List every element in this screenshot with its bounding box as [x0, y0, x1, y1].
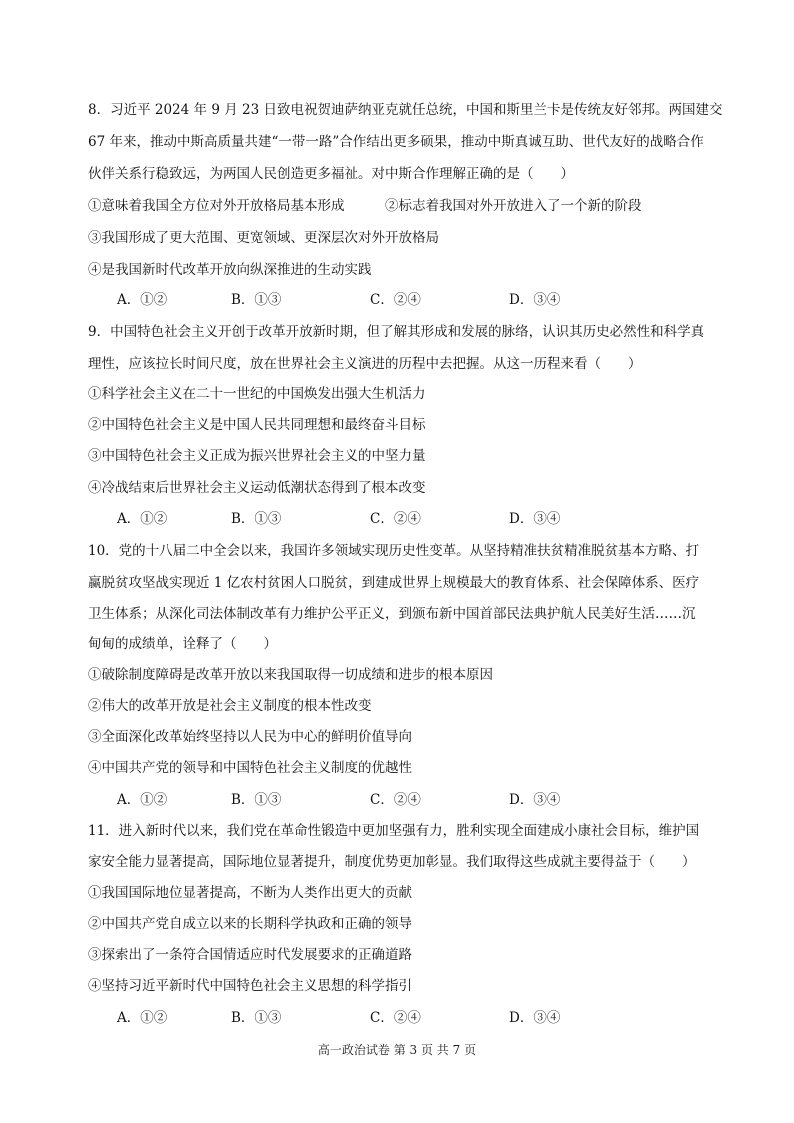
question-stem-line: 8．习近平 2024 年 9 月 23 日致电祝贺迪萨纳亚克就任总统，中国和斯里兰卡是传统友好邻邦。两国建交 — [88, 102, 723, 118]
question-stem-line: 67 年来，推动中斯高质量共建“一带一路”合作结出更多硕果，推动中斯真诚互助、世代友好的战略合作 — [88, 134, 704, 150]
option-c: C．②④ — [370, 792, 421, 808]
question-stem-line: 11．进入新时代以来，我们党在革命性锻造中更加坚强有力，胜利实现全面建成小康社会目标，维护国 — [88, 823, 700, 839]
option-d: D．③④ — [509, 792, 561, 808]
option-a: A．①② — [117, 511, 168, 527]
statement-line: ③我国形成了更大范围、更宽领域、更深层次对外开放格局 — [88, 230, 439, 246]
question-stem-line: 伙伴关系行稳致远，为两国人民创造更多福祉。对中斯合作理解正确的是（ ） — [88, 166, 574, 182]
question-stem-line: 9．中国特色社会主义开创于改革开放新时期，但了解其形成和发展的脉络，认识其历史必然性和科学真 — [88, 324, 705, 340]
question-stem-line: 10．党的十八届二中全会以来，我国许多领域实现历史性变革。从坚持精准扶贫精准脱贫基本方略、打 — [88, 543, 700, 559]
statement-line: ②中国特色社会主义是中国人民共同理想和最终奋斗目标 — [88, 417, 426, 433]
statement-line: ④坚持习近平新时代中国特色社会主义思想的科学指引 — [88, 978, 412, 994]
option-a: A．①② — [117, 1010, 168, 1026]
statement-line: ①破除制度障碍是改革开放以来我国取得一切成绩和进步的根本原因 — [88, 667, 493, 683]
statement-line: ③探索出了一条符合国情适应时代发展要求的正确道路 — [88, 947, 412, 963]
option-d: D．③④ — [509, 292, 561, 308]
question-stem-line: 甸甸的成绩单，诠释了（ ） — [88, 636, 277, 652]
statement-line: ④中国共产党的领导和中国特色社会主义制度的优越性 — [88, 760, 412, 776]
option-b: B．①③ — [231, 511, 282, 527]
statement-line: ①科学社会主义在二十一世纪的中国焕发出强大生机活力 — [88, 386, 426, 402]
option-c: C．②④ — [370, 1010, 421, 1026]
option-b: B．①③ — [231, 1010, 282, 1026]
statement-line: ④冷战结束后世界社会主义运动低潮状态得到了根本改变 — [88, 480, 426, 496]
option-d: D．③④ — [509, 1010, 561, 1026]
statement-line: ④是我国新时代改革开放向纵深推进的生动实践 — [88, 262, 372, 278]
question-stem-line: 赢脱贫攻坚战实现近 1 亿农村贫困人口脱贫，到建成世界上规模最大的教育体系、社会保障体系、医疗 — [88, 575, 700, 591]
option-c: C．②④ — [370, 511, 421, 527]
option-b: B．①③ — [231, 292, 282, 308]
statement-line: ②伟大的改革开放是社会主义制度的根本性改变 — [88, 698, 372, 714]
statement-line: ③中国特色社会主义正成为振兴世界社会主义的中坚力量 — [88, 448, 426, 464]
option-a: A．①② — [117, 792, 168, 808]
statement-line: ③全面深化改革始终坚持以人民为中心的鲜明价值导向 — [88, 729, 412, 745]
option-c: C．②④ — [370, 292, 421, 308]
statement-line: ①意味着我国全方位对外开放格局基本形成 ②标志着我国对外开放进入了一个新的阶段 — [88, 198, 642, 214]
statement-line: ①我国国际地位显著提高，不断为人类作出更大的贡献 — [88, 885, 412, 901]
statement-line: ②中国共产党自成立以来的长期科学执政和正确的领导 — [88, 916, 412, 932]
page-footer: 高一政治试卷 第 3 页 共 7 页 — [317, 1043, 477, 1057]
question-stem-line: 理性，应该拉长时间尺度，放在世界社会主义演进的历程中去把握。从这一历程来看（ ） — [88, 356, 642, 372]
question-stem-line: 家安全能力显著提高，国际地位显著提升，制度优势更加彰显。我们取得这些成就主要得益于（ ） — [88, 854, 696, 870]
option-b: B．①③ — [231, 792, 282, 808]
option-d: D．③④ — [509, 511, 561, 527]
option-a: A．①② — [117, 292, 168, 308]
question-stem-line: 卫生体系；从深化司法体制改革有力维护公平正义，到颁布新中国首部民法典护航人民美好生活……沉 — [88, 606, 696, 622]
